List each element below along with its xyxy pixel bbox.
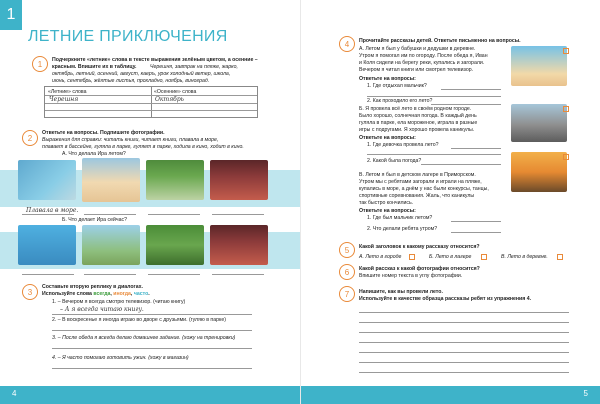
right-page-number: 5 [583, 389, 588, 398]
exercise-6-number: 6 [339, 264, 355, 280]
ex1-words-1: Черешня, завтрак на пляже, жарко, [150, 64, 238, 70]
writing-line[interactable] [359, 362, 569, 363]
option-a-checkbox[interactable] [409, 254, 415, 260]
photo-bicycle [82, 225, 140, 265]
exercise-5-number: 5 [339, 242, 355, 258]
table-header-divider [45, 95, 151, 96]
left-footer-bar [0, 386, 300, 404]
photo-number-box[interactable] [563, 48, 569, 54]
option-b-checkbox[interactable] [481, 254, 487, 260]
ex3-answer-line[interactable] [52, 330, 252, 331]
ex3-answer-line[interactable] [52, 314, 252, 315]
writing-line[interactable] [359, 322, 569, 323]
table-header-divider [151, 95, 257, 96]
ex1-words-2: октябрь, летний, осенний, август, каеръ, урок холодный ветер, школа, [52, 71, 231, 77]
left-page-number: 4 [12, 389, 17, 398]
ex3-answer-line[interactable] [52, 348, 252, 349]
story-b-question-1: 1. Где девочка провела лето? [367, 142, 439, 148]
ex2-answer-line[interactable] [84, 214, 136, 215]
table-row-divider [45, 103, 151, 104]
ex2-instruction-3: плавает в бассейне, гуляла в парке, гуляет в парке, ходила в кино, ходит в кино. [42, 144, 244, 150]
table-col-autumn [151, 87, 257, 117]
ex1-instruction-2: красным. Впишите их в таблицу. [52, 64, 137, 70]
story-b-line-3: гуляла в парке, ела мороженое, играла в разные [359, 120, 478, 126]
ex3-instruction-prefix: Используйте слова [42, 291, 92, 297]
right-footer-bar [301, 386, 600, 404]
story-a-question-1: 1. Где отдыхал мальчик? [367, 83, 427, 89]
answer-line[interactable] [367, 96, 501, 97]
ex3-item-2: 2. – В воскресенье я иногда играю во дворе с друзьями. (гуляю в парке) [52, 317, 226, 323]
table-answer-summer[interactable]: Черешня [49, 96, 79, 103]
unit-number-tab: 1 [0, 0, 22, 30]
ex2-question-b: Б. Что делает Ира сейчас? [62, 217, 127, 223]
ex2-answer-line[interactable] [148, 214, 200, 215]
ex3-item-3: 3. – После обеда я всегда делаю домашнее задание. (хожу на тренировки) [52, 335, 236, 341]
ex1-words-3: июнь, сентябрь, жёлтые листья, прохладно, ноябрь, виноград. [52, 78, 210, 84]
photo-park [146, 160, 204, 200]
story-c-line-5: так быстро кончились. [359, 200, 414, 206]
story-a-question-2: 2. Как проходило его лето? [367, 98, 433, 104]
story-a-line-3: и Коля сидели на берегу реки, купались и загорали. [359, 60, 485, 66]
answer-line[interactable] [441, 89, 501, 90]
story-c-line-2: Утром мы с ребятами загорали и играли на пляже, [359, 179, 482, 185]
photo-number-box[interactable] [563, 106, 569, 112]
ex2-question-a: А. Что делала Ира летом? [62, 151, 126, 157]
ex2-answer-1[interactable]: Плавала в море. [26, 207, 79, 214]
right-page [300, 0, 600, 404]
ex2-answer-line[interactable] [212, 214, 264, 215]
photo-theatre [210, 225, 268, 265]
photo-kids-beach [511, 46, 567, 86]
table-row-divider [151, 110, 257, 111]
ex2-answer-line[interactable] [148, 274, 200, 275]
ex2-answer-line[interactable] [212, 274, 264, 275]
photo-beach-reading [82, 158, 140, 202]
story-a-line-2: Утром я помогал им по огороду. После обеда я, Иван [359, 53, 488, 59]
table-col-summer [45, 87, 152, 117]
photo-city-park [511, 104, 567, 142]
answer-line[interactable] [451, 232, 501, 233]
page-title: ЛЕТНИЕ ПРИКЛЮЧЕНИЯ [28, 28, 228, 45]
story-c-answer-label: Ответьте на вопросы: [359, 208, 416, 214]
ex2-instruction-1: Ответьте на вопросы. Подпишите фотографии. [42, 130, 165, 136]
words-table [44, 86, 258, 118]
story-b-answer-label: Ответьте на вопросы: [359, 135, 416, 141]
story-b-line-4: игры с подругами. Я хорошо провела каникулы. [359, 127, 475, 133]
answer-line[interactable] [367, 154, 501, 155]
ex6-instruction-2: Впишите номер текста в углу фотографии. [359, 273, 463, 279]
writing-line[interactable] [359, 372, 569, 373]
ex1-instruction-1: Подчеркните «летние» слова в тексте выражения зелёным цветом, а осенние – [52, 57, 258, 63]
story-c-line-4: спортивные соревнования. Жаль, что каникулы [359, 193, 475, 199]
ex3-instruction-2: Используйте слова всегда, иногда, часто. [42, 291, 150, 297]
writing-line[interactable] [359, 312, 569, 313]
story-b-line-1: Б. Я провела всё лето в своём родном городе. [359, 106, 472, 112]
photo-girl-camp [511, 152, 567, 192]
story-c-line-3: купались в море, а днём у нас были конкурсы, танцы, [359, 186, 489, 192]
answer-line[interactable] [421, 164, 501, 165]
option-c-checkbox[interactable] [557, 254, 563, 260]
story-c-question-1: 1. Где был мальчик летом? [367, 215, 433, 221]
writing-line[interactable] [359, 342, 569, 343]
answer-line[interactable] [451, 148, 501, 149]
ex4-instruction: Прочитайте рассказы детей. Ответьте письменно на вопросы. [359, 38, 521, 44]
ex3-answer-1[interactable]: – А я всегда читаю книгу. [60, 306, 144, 313]
table-header-summer: «Летние» слова [48, 89, 87, 95]
exercise-4-number: 4 [339, 36, 355, 52]
story-c-line-1: В. Летом я был в детском лагере в Приморском. [359, 172, 476, 178]
ex6-instruction-1: Какой рассказ к какой фотографии относится? [359, 266, 480, 272]
story-c-question-2: 2. Что делали ребята утром? [367, 226, 438, 232]
story-b-line-2: Было хорошо, солнечная погода. В каждый день [359, 113, 477, 119]
story-a-line-1: А. Летом я был у бабушки и дедушки в деревне. [359, 46, 476, 52]
photo-trees [146, 225, 204, 265]
ex5-option-a: А. Лето в городе [359, 254, 402, 260]
ex2-answer-line[interactable] [22, 214, 74, 215]
ex2-answer-line[interactable] [84, 274, 136, 275]
exercise-2-number: 2 [22, 130, 38, 146]
table-row-divider [151, 103, 257, 104]
ex7-instruction-2: Используйте в качестве образца рассказы ребят из упражнения 4. [359, 296, 532, 302]
exercise-3-number: 3 [22, 284, 38, 300]
photo-cinema [210, 160, 268, 200]
photo-swimming [18, 225, 76, 265]
ex2-answer-line[interactable] [22, 274, 74, 275]
answer-line[interactable] [451, 221, 501, 222]
answer-line[interactable] [431, 104, 501, 105]
ex3-item-1: 1. – Вечером я всегда смотрю телевизор. (читаю книгу) [52, 299, 186, 305]
ex5-option-c: В. Лето в деревне. [501, 254, 548, 260]
ex3-word-sometimes: иногда [113, 291, 131, 297]
ex5-option-b: Б. Лето в лагере [429, 254, 472, 260]
table-answer-autumn[interactable]: Октябрь [155, 96, 184, 103]
ex3-word-often: часто [133, 291, 149, 297]
ex2-instruction-2: Выражения для справки: читать книги, читает книги, плавала в море, [42, 137, 219, 143]
ex5-instruction: Какой заголовок к какому рассказу относится? [359, 244, 480, 250]
photo-pool [18, 160, 76, 200]
ex7-instruction-1: Напишите, как вы провели лето. [359, 289, 443, 295]
ex3-answer-line[interactable] [52, 368, 252, 369]
exercise-7-number: 7 [339, 286, 355, 302]
photo-number-box[interactable] [563, 154, 569, 160]
story-b-question-2: 2. Какой была погода? [367, 158, 422, 164]
table-row-divider [45, 110, 151, 111]
story-a-answer-label: Ответьте на вопросы: [359, 76, 416, 82]
ex3-item-4: 4. – Я часто помогаю готовить ужин. (хожу в магазин) [52, 355, 189, 361]
ex3-word-always: всегда [93, 291, 111, 297]
ex3-instruction-1: Составьте вторую реплику в диалогах. [42, 284, 143, 290]
writing-line[interactable] [359, 352, 569, 353]
writing-line[interactable] [359, 332, 569, 333]
table-header-autumn: «Осенние» слова [154, 89, 197, 95]
exercise-1-number: 1 [32, 56, 48, 72]
story-a-line-4: Вечером я читал книги или смотрел телевизор. [359, 67, 474, 73]
